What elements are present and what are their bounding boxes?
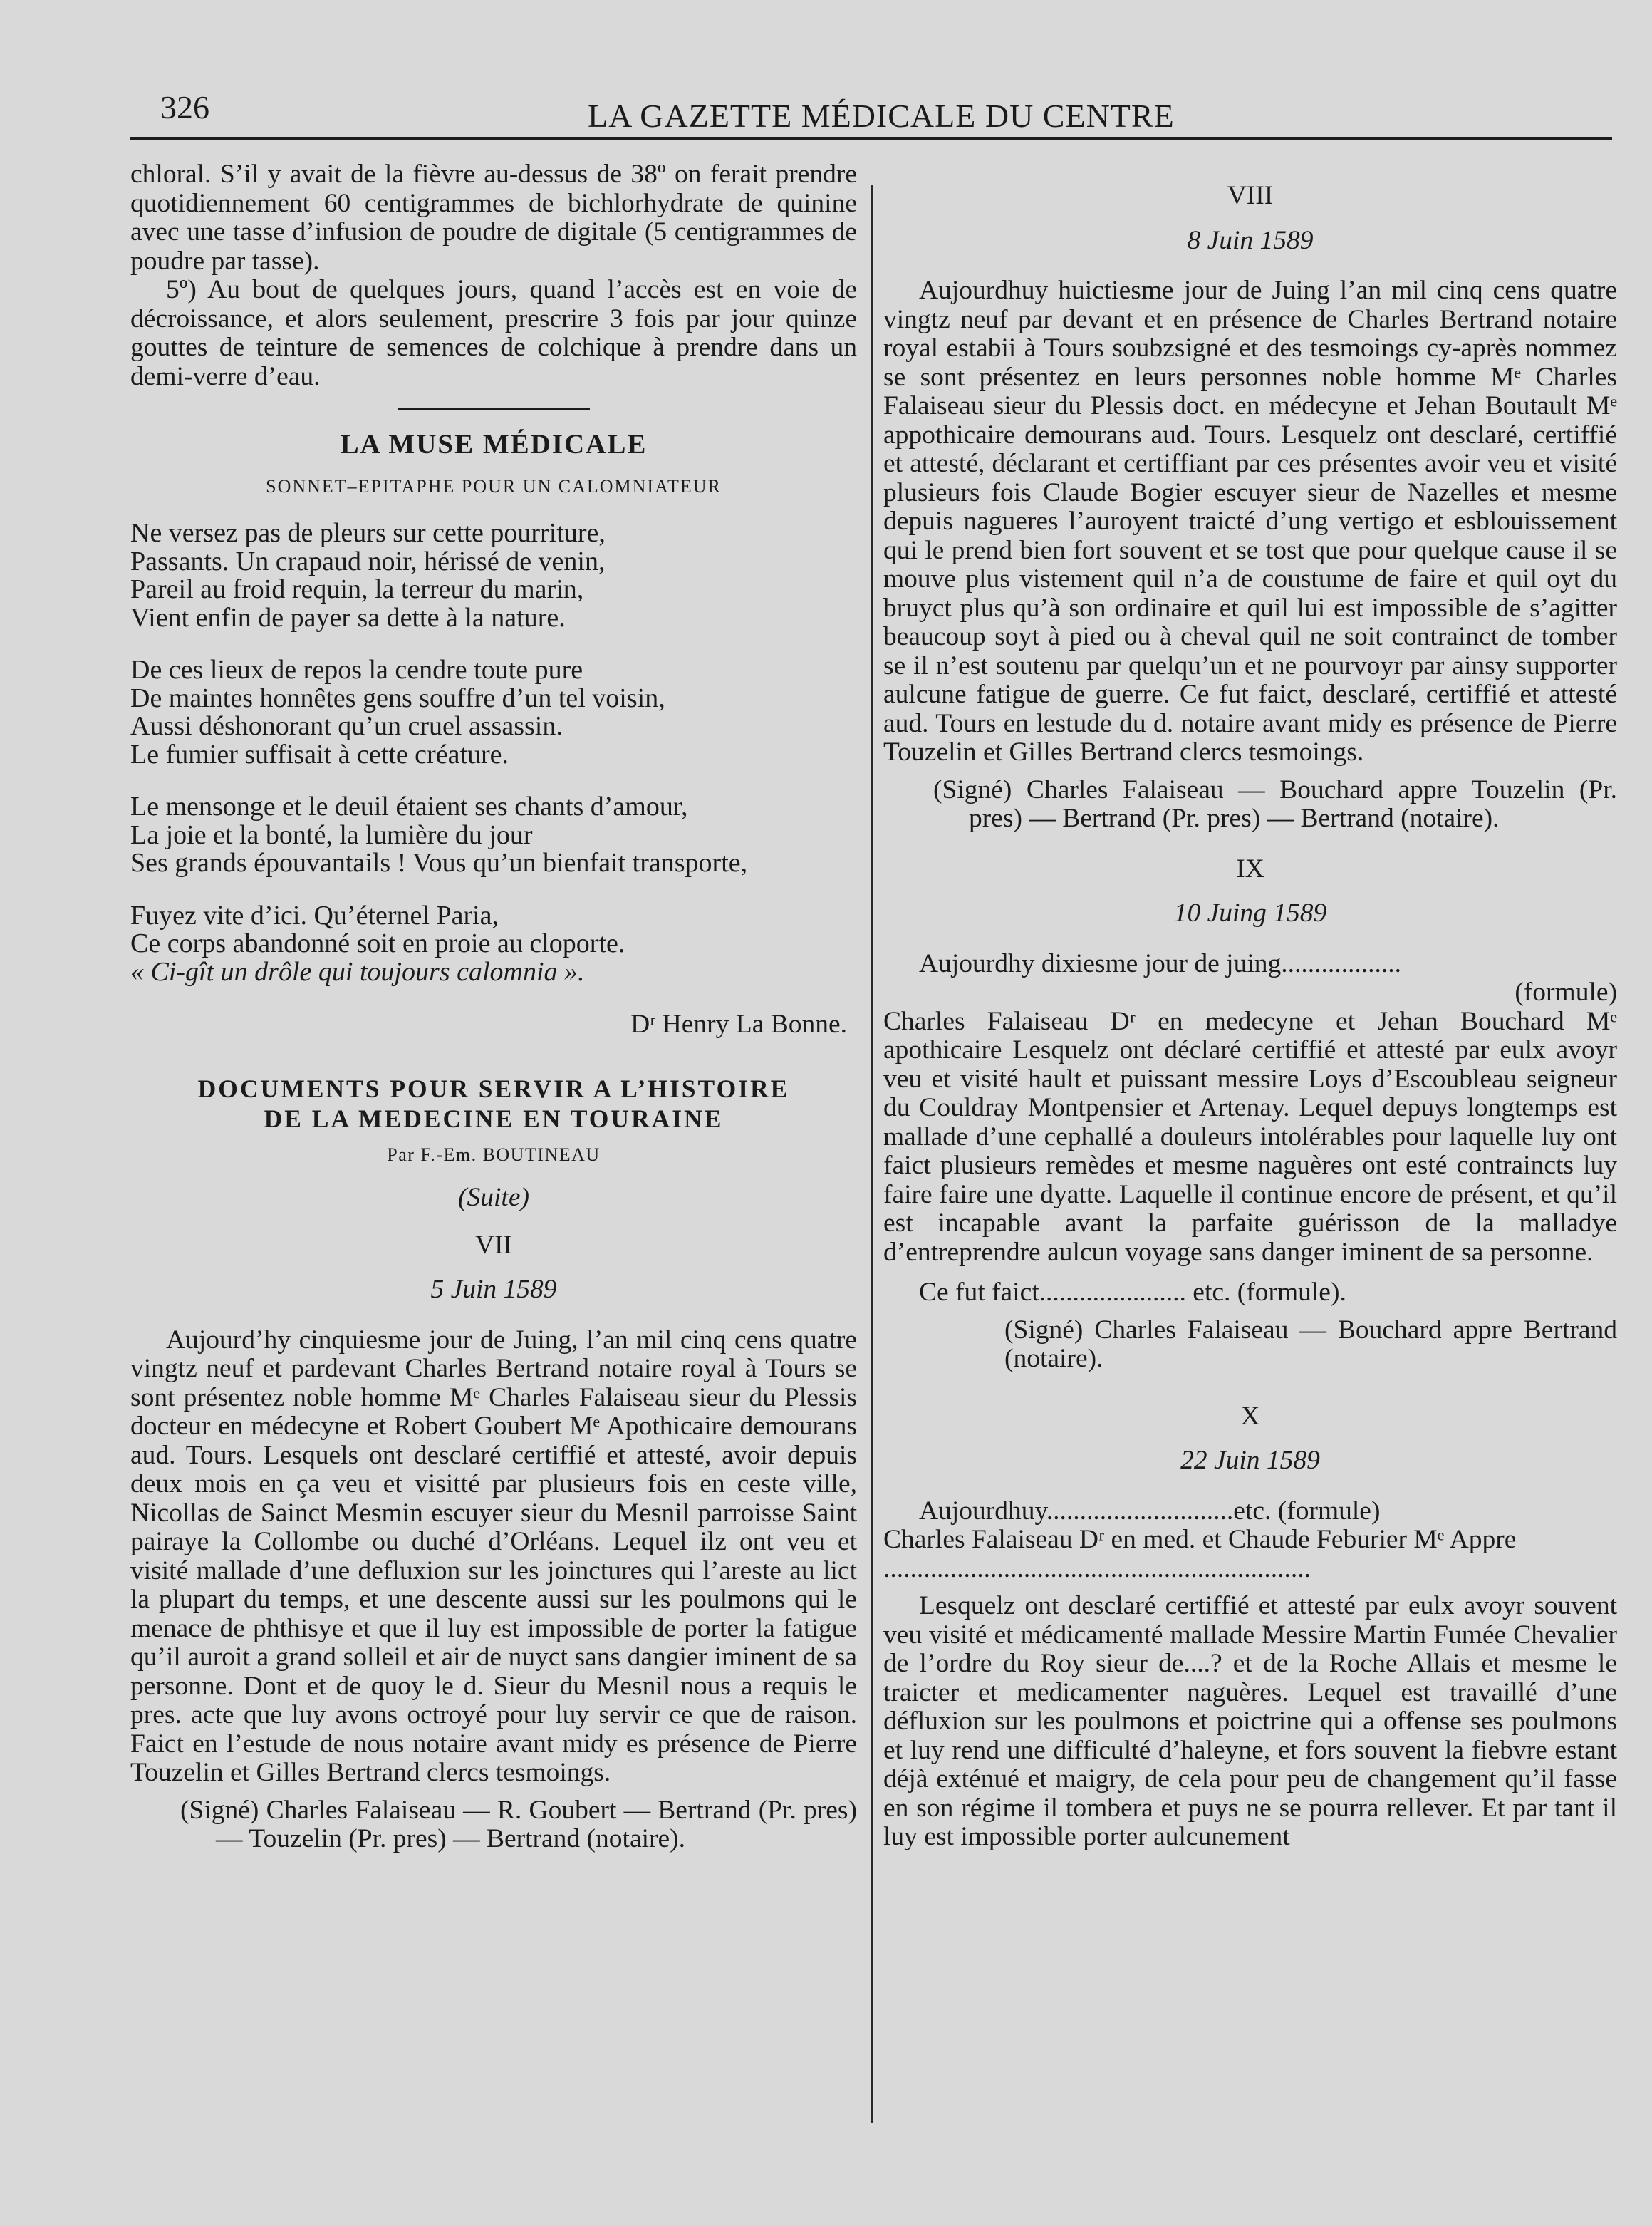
poem-line: Le mensonge et le deuil étaient ses chants d’amour, (130, 792, 688, 822)
document-viii-body: Aujourdhuy huictiesme jour de Juing l’an mil cinq cens quatre vingtz neuf par devant et en présence de Charles Bertrand notaire royal estabii à Tours soubzsigné et des tesmoings cy-après nommez se sont présentez en leurs personnes noble homme Mᵉ Charles Falaiseau sieur du Plessis doct. en médecyne et Jehan Boutault Mᵉ appothicaire demourans aud. Tours. Lesquelz ont desclaré, certiffié et attesté, déclarant et certiffiant par ces présentes avoir veu et visité plusieurs fois Claude Bogier escuyer sieur de Nazelles et mesme depuis nagueres l’auroyent traicté d’ung vertigo et esblouissement qui le prend bien fort souvent et se tost que pour quelque cause il se mouve plus vistement quil n’a de coustume de faire et quil oyt du bruyct plus qu’à son ordinaire et quil lui est impossible de s’agitter beaucoup soyt à pied ou à cheval quil ne soit contrainct de tomber se il n’est soutenu par quelqu’un et ne pourvoyr par ainsy supporter aulcune fatigue de guerre. Ce fut faict, desclaré, certiffié et attesté aud. Tours en lestude du d. notaire avant midy es présence de Pierre Touzelin et Gilles Bertrand clercs tesmoings. (883, 276, 1617, 767)
column-divider (871, 185, 873, 2123)
signature-viii: (Signé) Charles Falaiseau — Bouchard appre Touzelin (Pr. pres) — Bertrand (Pr. pres) — Bertrand (notaire). (933, 775, 1617, 833)
poem-line: Le fumier suffisait à cette créature. (130, 739, 509, 770)
poem-subtitle: SONNET–EPITAPHE POUR UN CALOMNIATEUR (266, 475, 722, 497)
running-head: LA GAZETTE MÉDICALE DU CENTRE (588, 98, 1175, 134)
opening-paragraph-2: 5º) Au bout de quelques jours, quand l’accès est en voie de décroissance, et alors seulement, prescrire 3 fois par jour quinze gouttes de teinture de semences de colchique à prendre dans un demi-verre d’eau. (130, 275, 857, 391)
documents-title-line-1: DOCUMENTS POUR SERVIR A L’HISTOIRE (197, 1074, 790, 1103)
document-ix-closing: Ce fut faict...................... etc. (formule). (919, 1278, 1346, 1307)
poem-line: De maintes honnêtes gens souffre d’un tel voisin, (130, 683, 665, 713)
section-number-x: X (1240, 1401, 1260, 1431)
signature-ix: (Signé) Charles Falaiseau — Bouchard appre Bertrand (notaire). (1004, 1315, 1617, 1373)
section-rule (398, 408, 590, 410)
documents-title-line-2: DE LA MEDECINE EN TOURAINE (264, 1104, 724, 1133)
document-vii-body: Aujourd’hy cinquiesme jour de Juing, l’an mil cinq cens quatre vingtz neuf et pardevant Charles Bertrand notaire royal à Tours se sont présentez noble homme Mᵉ Charles Falaiseau sieur du Plessis docteur en médecyne et Robert Goubert Mᵉ Apothicaire demourans aud. Tours. Lesquels ont desclaré certiffié et attesté, avoir depuis deux mois en ça veu et visitté par plusieurs fois en ceste ville, Nicollas de Sainct Mesmin escuyer sieur du Mesnil parroisse Saint pairaye la Collombe ou duché d’Orléans. Lequel ilz ont veu et visité mallade d’une defluxion sur les joinctures qui l’areste au lict la plupart du temps, et une descente aussi sur les poulmons qui le menace de phthisye et que il luy est impossible de porter la fatigue qu’il auroit a grand solleil et air de nuyct sans dangier iminent de sa personne. Dont et de quoy le d. Sieur du Mesnil nous a requis le pres. acte que luy avons octroyé pour luy servir ce que de raison. Faict en l’estude de nous notaire avant midy es présence de Pierre Touzelin et Gilles Bertrand clercs tesmoings. (130, 1325, 857, 1787)
muse-title: LA MUSE MÉDICALE (340, 429, 648, 460)
poem-stanza-2 (130, 656, 857, 769)
poem-line: Pareil au froid requin, la terreur du marin, (130, 574, 584, 604)
poem-line: « Ci-gît un drôle qui toujours calomnia ». (130, 956, 585, 987)
document-x-dots: ................................................................ (883, 1554, 1311, 1583)
poem-line: Fuyez vite d’ici. Qu’éternel Paria, (130, 900, 499, 931)
opening-paragraph-1: chloral. S’il y avait de la fièvre au-dessus de 38º on ferait prendre quotidiennement 60 centigrammes de bichlorhydrate de quinine avec une tasse d’infusion de poudre de digitale (5 centigrammes de poudre par tasse). (130, 160, 857, 276)
document-ix-formula: (formule) (1515, 978, 1617, 1007)
section-number-vii: VII (474, 1230, 513, 1260)
date-x: 22 Juin 1589 (1180, 1446, 1320, 1475)
section-number-viii: VIII (1227, 181, 1274, 210)
poem-stanza-1 (130, 519, 857, 632)
page-number: 326 (160, 89, 209, 125)
document-x-body: Lesquelz ont desclaré certiffié et attesté par eulx avoyr souvent veu visité et médicamenté mallade Messire Martin Fumée Chevalier de l’ordre du Roy sieur de....? et de la Roche Allais et mesme le traicter et medicamenter naguères. Lequel est travaillé d’une défluxion sur les poulmons et poictrine qui a offense ses poulmons et luy rend une difficulté d’haleyne, et fors souvent la fiebvre estant déjà exténué et maigry, de cela pour peu de changement qu’il fasse en son régime il tombera et puys ne se pourra rellever. Et par tant il luy est impossible porter aulcunement (883, 1591, 1617, 1851)
document-ix-opening: Aujourdhy dixiesme jour de juing.................. (919, 948, 1402, 978)
right-column (883, 160, 1617, 1852)
poem-line: De ces lieux de repos la cendre toute pure (130, 655, 583, 685)
document-x-opening: Aujourdhuy............................etc. (formule) (919, 1496, 1381, 1526)
poem-author: Dʳ Henry La Bonne. (630, 1010, 847, 1039)
poem-stanza-4 (130, 902, 857, 987)
poem-line: Aussi déshonorant qu’un cruel assassin. (130, 711, 563, 741)
signature-vii: (Signé) Charles Falaiseau — R. Goubert — Bertrand (Pr. pres) — Touzelin (Pr. pres) — Bertrand (notaire). (180, 1795, 857, 1853)
poem-line: Ne versez pas de pleurs sur cette pourriture, (130, 518, 606, 548)
date-viii: 8 Juin 1589 (1187, 225, 1314, 255)
date-ix: 10 Juing 1589 (1173, 899, 1327, 928)
poem-line: Ses grands épouvantails ! Vous qu’un bienfait transporte, (130, 848, 748, 878)
header-rule (130, 137, 1612, 140)
byline: Par F.-Em. BOUTINEAU (387, 1144, 601, 1165)
poem-line: La joie et la bonté, la lumière du jour (130, 819, 533, 850)
suite-label: (Suite) (458, 1183, 529, 1212)
document-ix-body: Charles Falaiseau Dʳ en medecyne et Jehan Bouchard Mᵉ apothicaire Lesquelz ont déclaré certiffié et attesté par eulx avoyr veu et visité hault et puissant messire Loys d’Escoubleau seigneur du Couldray Montpensier et Artenay. Lequel depuys longtemps est mallade d’une cephallé a douleurs intolérables pour laquelle luy ont faict plusieurs remèdes et mesme naguères ont esté contraincts luy faire faire une dyatte. Laquelle il continue encore de présent, et qu’il est incapable avant la parfaite guérisson de la malladye d’entreprendre aulcun voyage sans danger iminent de sa personne. (883, 1006, 1617, 1267)
poem-line: Passants. Un crapaud noir, hérissé de venin, (130, 546, 606, 576)
left-column (130, 160, 857, 1854)
document-x-line-2: Charles Falaiseau Dʳ en med. et Chaude Feburier Mᵉ Appre (883, 1525, 1517, 1554)
poem-line: Ce corps abandonné soit en proie au cloporte. (130, 928, 625, 958)
poem-line: Vient enfin de payer sa dette à la nature. (130, 602, 566, 633)
section-number-ix: IX (1236, 854, 1264, 884)
poem-stanza-3 (130, 793, 857, 878)
page-header (132, 84, 1614, 141)
date-vii: 5 Juin 1589 (430, 1275, 557, 1304)
